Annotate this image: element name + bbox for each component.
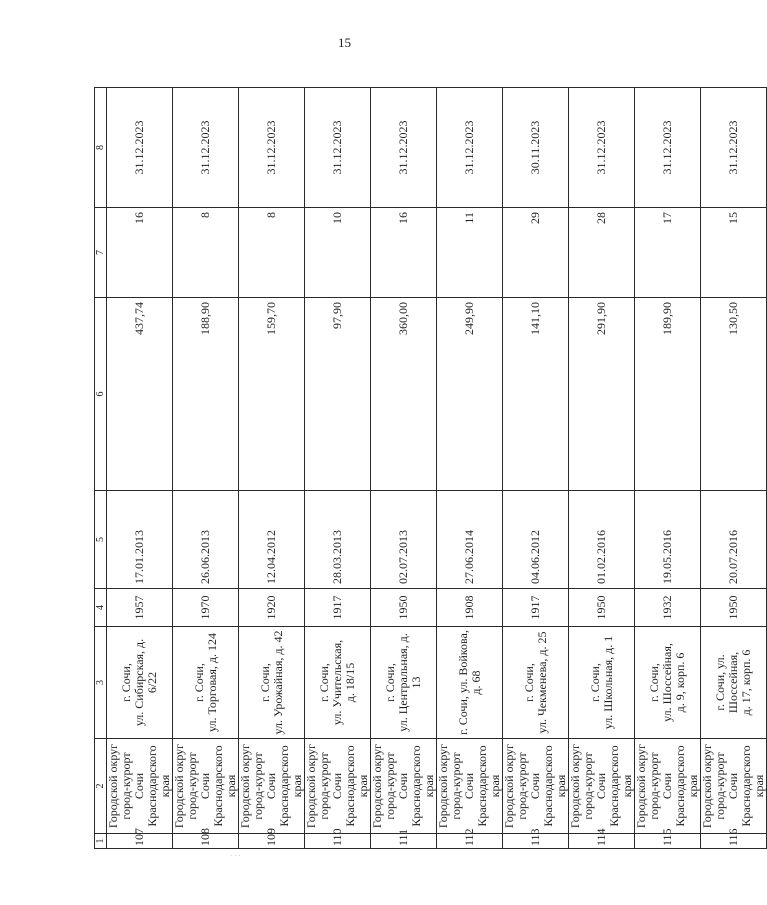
municipality-cell-line: Краснодарского края: [541, 745, 568, 827]
area-cell: 249,90: [437, 298, 503, 491]
deadline-cell: 31.12.2023: [107, 88, 173, 208]
table-row: [173, 88, 239, 849]
municipality-cell-line: Городской округ: [238, 743, 252, 829]
address-cell-line: д. 18/15: [343, 662, 357, 703]
municipality-cell-line: Краснодарского края: [277, 745, 304, 827]
municipality-cell-line: Краснодарского края: [145, 745, 172, 827]
column-number-1: 1: [95, 834, 107, 849]
municipality-cell-line: Городской округ: [304, 743, 318, 829]
row-number: 108: [173, 834, 239, 849]
municipality-cell: [305, 739, 371, 834]
municipality-cell-line: Краснодарского края: [475, 745, 502, 827]
residents-count-cell: 11: [437, 208, 503, 298]
table-row: [503, 88, 569, 849]
address-cell-line: г. Сочи,: [317, 663, 331, 702]
municipality-cell: [635, 739, 701, 834]
row-number: 113: [503, 834, 569, 849]
address-cell-line: г. Сочи,: [257, 663, 272, 702]
column-number-6: 6: [95, 298, 107, 491]
municipality-cell: [503, 739, 569, 834]
build-year-cell: 1950: [701, 589, 767, 627]
residents-count-cell: 15: [701, 208, 767, 298]
municipality-cell-line: Краснодарского края: [673, 745, 700, 827]
deadline-cell: 31.12.2023: [437, 88, 503, 208]
municipality-cell-line: город-курорт Сочи: [185, 752, 212, 820]
deadline-cell: 31.12.2023: [569, 88, 635, 208]
address-cell-line: г. Сочи,: [521, 663, 536, 702]
municipality-cell: [371, 739, 437, 834]
address-cell-line: г. Сочи,: [647, 663, 661, 702]
deadline-cell: 31.12.2023: [635, 88, 701, 208]
address-cell-line: д. 68: [468, 670, 483, 695]
table-row: [107, 88, 173, 849]
decision-date-cell: 20.07.2016: [701, 491, 767, 589]
decision-date-cell: 28.03.2013: [305, 491, 371, 589]
area-cell: 291,90: [569, 298, 635, 491]
housing-table: [94, 87, 767, 849]
address-cell-line: г. Сочи,: [119, 663, 133, 702]
municipality-cell-line: Городской округ: [634, 743, 648, 829]
table-body: [95, 88, 767, 849]
municipality-cell-line: город-курорт Сочи: [119, 752, 146, 820]
address-cell-line: ул. Сибирская, д. 6/22: [132, 638, 159, 727]
residents-count-cell: 8: [173, 208, 239, 298]
table-row: [239, 88, 305, 849]
table-row: [569, 88, 635, 849]
municipality-cell: [701, 739, 767, 834]
address-cell: [173, 627, 239, 739]
address-cell-line: ул. Учительская,: [330, 639, 344, 726]
decision-date-cell: 04.06.2012: [503, 491, 569, 589]
decision-date-cell: 02.07.2013: [371, 491, 437, 589]
municipality-cell-line: Городской округ: [436, 743, 450, 829]
address-cell-line: ул. Урожайная, д. 42: [270, 630, 285, 735]
municipality-cell-line: город-курорт Сочи: [515, 752, 542, 820]
row-number: 115: [635, 834, 701, 849]
column-number-4: 4: [95, 589, 107, 627]
address-cell: [503, 627, 569, 739]
rotated-table-sheet: [94, 88, 766, 849]
address-cell: [305, 627, 371, 739]
table-row: [305, 88, 371, 849]
page-number: 15: [338, 35, 351, 50]
column-number-8: 8: [95, 88, 107, 208]
area-cell: 360,00: [371, 298, 437, 491]
address-cell-line: ул. Чекменева, д. 25: [534, 631, 549, 734]
address-cell: [635, 627, 701, 739]
area-cell: 189,90: [635, 298, 701, 491]
build-year-cell: 1950: [569, 589, 635, 627]
residents-count-cell: 10: [305, 208, 371, 298]
decision-date-cell: 19.05.2016: [635, 491, 701, 589]
table-row: [371, 88, 437, 849]
municipality-cell-line: город-курорт Сочи: [449, 752, 476, 820]
address-cell-line: ул. Шоссейная,: [660, 643, 674, 722]
address-cell: [701, 627, 767, 739]
decision-date-cell: 17.01.2013: [107, 491, 173, 589]
municipality-cell: [437, 739, 503, 834]
deadline-cell: 31.12.2023: [701, 88, 767, 208]
address-cell: [107, 627, 173, 739]
deadline-cell: 31.12.2023: [305, 88, 371, 208]
table-row: [635, 88, 701, 849]
row-number: 107: [107, 834, 173, 849]
decision-date-cell: 12.04.2012: [239, 491, 305, 589]
address-cell-line: г. Сочи,: [191, 663, 206, 702]
municipality-cell-line: город-курорт Сочи: [581, 752, 608, 820]
area-cell: 97,90: [305, 298, 371, 491]
municipality-cell: [239, 739, 305, 834]
address-cell-line: ул. Школьная, д. 1: [600, 635, 615, 730]
residents-count-cell: 29: [503, 208, 569, 298]
area-cell: 130,50: [701, 298, 767, 491]
municipality-cell-line: Городской округ: [568, 743, 582, 829]
deadline-cell: 31.12.2023: [371, 88, 437, 208]
municipality-cell-line: город-курорт Сочи: [317, 752, 344, 820]
address-cell-line: г. Сочи,: [587, 663, 602, 702]
row-number: 111: [371, 834, 437, 849]
municipality-cell-line: Городской округ: [172, 743, 186, 829]
area-cell: 437,74: [107, 298, 173, 491]
table-row: [437, 88, 503, 849]
deadline-cell: 30.11.2023: [503, 88, 569, 208]
column-number-7: 7: [95, 208, 107, 298]
municipality-cell-line: Городской округ: [700, 743, 714, 829]
address-cell-line: д. 17, корп. 6: [739, 649, 753, 716]
address-cell: [569, 627, 635, 739]
municipality-cell-line: город-курорт Сочи: [713, 752, 740, 820]
address-cell-line: г. Сочи,: [383, 663, 397, 702]
municipality-cell: [173, 739, 239, 834]
municipality-cell: [107, 739, 173, 834]
build-year-cell: 1908: [437, 589, 503, 627]
row-number: 114: [569, 834, 635, 849]
row-number: 109: [239, 834, 305, 849]
residents-count-cell: 28: [569, 208, 635, 298]
municipality-cell-line: Краснодарского края: [607, 745, 634, 827]
decision-date-cell: 27.06.2014: [437, 491, 503, 589]
decision-date-cell: 01.02.2016: [569, 491, 635, 589]
address-cell: [437, 627, 503, 739]
scan-specks: · · ·: [230, 852, 241, 860]
build-year-cell: 1932: [635, 589, 701, 627]
municipality-cell-line: Городской округ: [106, 743, 120, 829]
column-number-row: [95, 88, 107, 849]
column-number-5: 5: [95, 491, 107, 589]
municipality-cell-line: Краснодарского края: [343, 745, 370, 827]
residents-count-cell: 16: [371, 208, 437, 298]
row-number: 112: [437, 834, 503, 849]
address-cell: [239, 627, 305, 739]
residents-count-cell: 8: [239, 208, 305, 298]
column-number-2: 2: [95, 739, 107, 834]
municipality-cell: [569, 739, 635, 834]
address-cell-line: ул. Торговая, д. 124: [204, 633, 219, 732]
build-year-cell: 1957: [107, 589, 173, 627]
area-cell: 141,10: [503, 298, 569, 491]
address-cell-line: д. 9, корп. 6: [673, 652, 687, 713]
address-cell-line: ул. Центральная, д. 13: [396, 633, 423, 732]
decision-date-cell: 26.06.2013: [173, 491, 239, 589]
municipality-cell-line: Краснодарского края: [211, 745, 238, 827]
build-year-cell: 1917: [503, 589, 569, 627]
municipality-cell-line: Краснодарского края: [409, 745, 436, 827]
residents-count-cell: 17: [635, 208, 701, 298]
build-year-cell: 1917: [305, 589, 371, 627]
municipality-cell-line: город-курорт Сочи: [383, 752, 410, 820]
area-cell: 159,70: [239, 298, 305, 491]
column-number-3: 3: [95, 627, 107, 739]
municipality-cell-line: Городской округ: [502, 743, 516, 829]
residents-count-cell: 16: [107, 208, 173, 298]
deadline-cell: 31.12.2023: [239, 88, 305, 208]
row-number: 116: [701, 834, 767, 849]
table-row: [701, 88, 767, 849]
municipality-cell-line: город-курорт Сочи: [251, 752, 278, 820]
address-cell-line: г. Сочи, ул. Шоссейная,: [713, 651, 740, 714]
address-cell: [371, 627, 437, 739]
municipality-cell-line: Краснодарского края: [739, 745, 766, 827]
row-number: 110: [305, 834, 371, 849]
municipality-cell-line: город-курорт Сочи: [647, 752, 674, 820]
build-year-cell: 1970: [173, 589, 239, 627]
deadline-cell: 31.12.2023: [173, 88, 239, 208]
municipality-cell-line: Городской округ: [370, 743, 384, 829]
area-cell: 188,90: [173, 298, 239, 491]
build-year-cell: 1920: [239, 589, 305, 627]
address-cell-line: г. Сочи, ул. Войкова,: [455, 630, 470, 735]
build-year-cell: 1950: [371, 589, 437, 627]
